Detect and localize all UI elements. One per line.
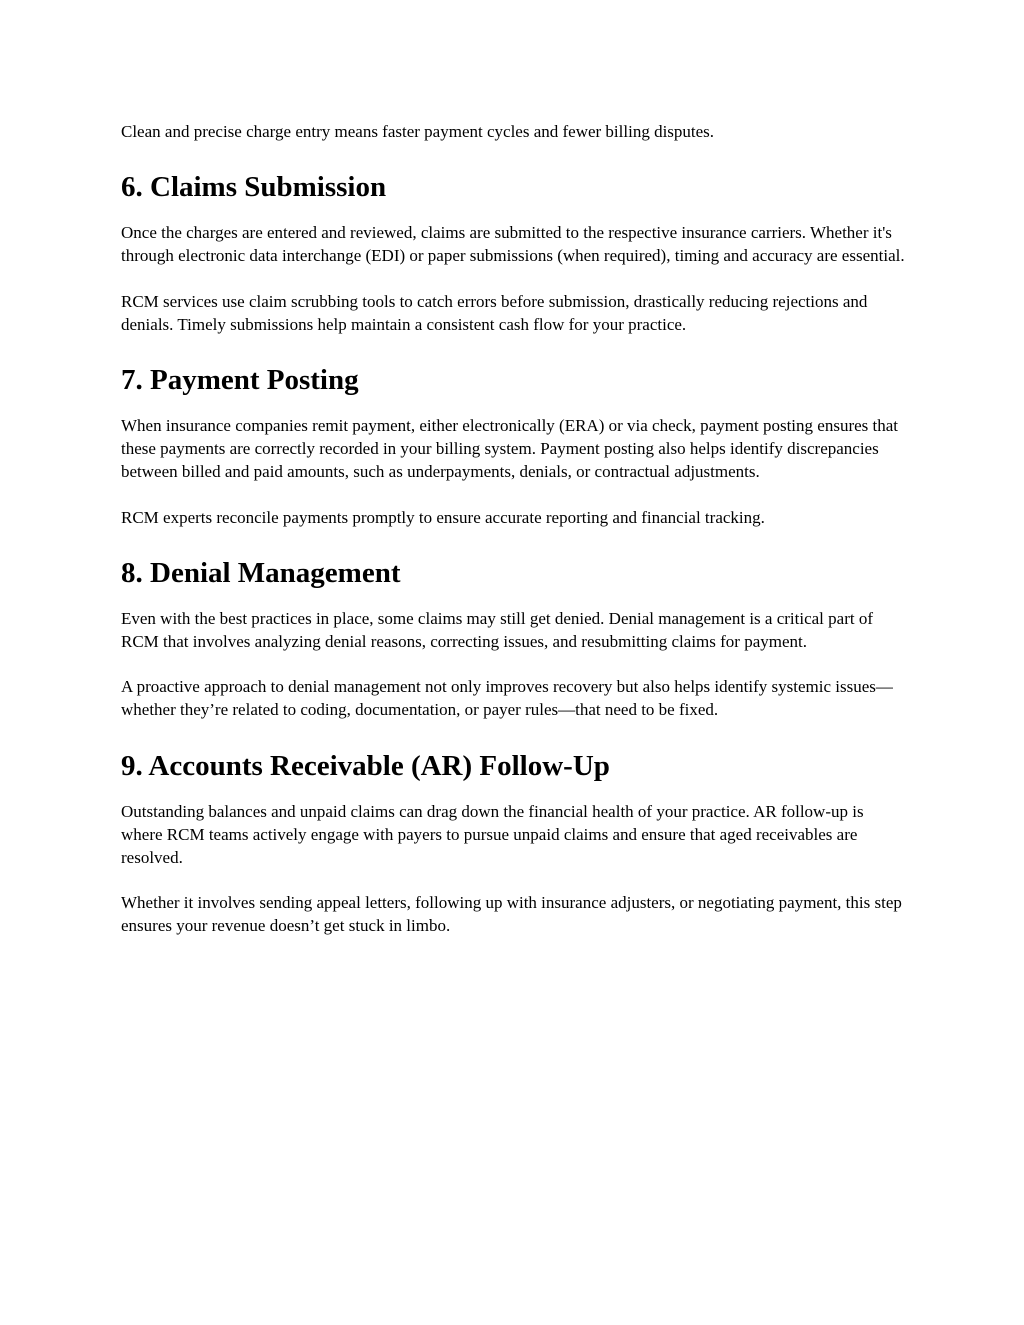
- section-heading-payment-posting: 7. Payment Posting: [121, 364, 359, 397]
- section-heading-ar-follow-up: 9. Accounts Receivable (AR) Follow-Up: [121, 749, 610, 782]
- section-paragraph: Even with the best practices in place, some claims may still get denied. Denial management is a critical part of RCM that involves analyzing denial reasons, correcting issues, and resubmitting claims for payment.: [121, 608, 873, 652]
- section-paragraph: RCM experts reconcile payments promptly to ensure accurate reporting and financial tracking.: [121, 507, 765, 527]
- section-heading-claims-submission: 6. Claims Submission: [121, 171, 387, 204]
- intro-paragraph: Clean and precise charge entry means faster payment cycles and fewer billing disputes.: [121, 122, 715, 141]
- section-paragraph: Outstanding balances and unpaid claims can drag down the financial health of your practice. AR follow-up is where RCM teams actively engage with payers to pursue unpaid claims and ensure that aged receivables are resolved.: [121, 801, 864, 868]
- section-paragraph: Once the charges are entered and reviewed, claims are submitted to the respective insurance carriers. Whether it's through electronic data interchange (EDI) or paper submissions (when required), timing and accuracy are essential.: [121, 223, 905, 266]
- document-page: [121, 120, 906, 938]
- section-heading-denial-management: 8. Denial Management: [121, 556, 401, 589]
- section-paragraph: A proactive approach to denial management not only improves recovery but also helps identify systemic issues—whether they’re related to coding, documentation, or payer rules—that need to be fixed.: [121, 677, 893, 720]
- section-paragraph: RCM services use claim scrubbing tools to catch errors before submission, drastically reducing rejections and denials. Timely submissions help maintain a consistent cash flow for your practice.: [121, 291, 868, 334]
- section-paragraph: When insurance companies remit payment, either electronically (ERA) or via check, payment posting ensures that these payments are correctly recorded in your billing system. Payment posting also helps identify discrepancies between billed and paid amounts, such as underpayments, denials, or contractual adjustments.: [121, 416, 899, 482]
- section-paragraph: Whether it involves sending appeal letters, following up with insurance adjusters, or negotiating payment, this step ensures your revenue doesn’t get stuck in limbo.: [121, 893, 902, 936]
